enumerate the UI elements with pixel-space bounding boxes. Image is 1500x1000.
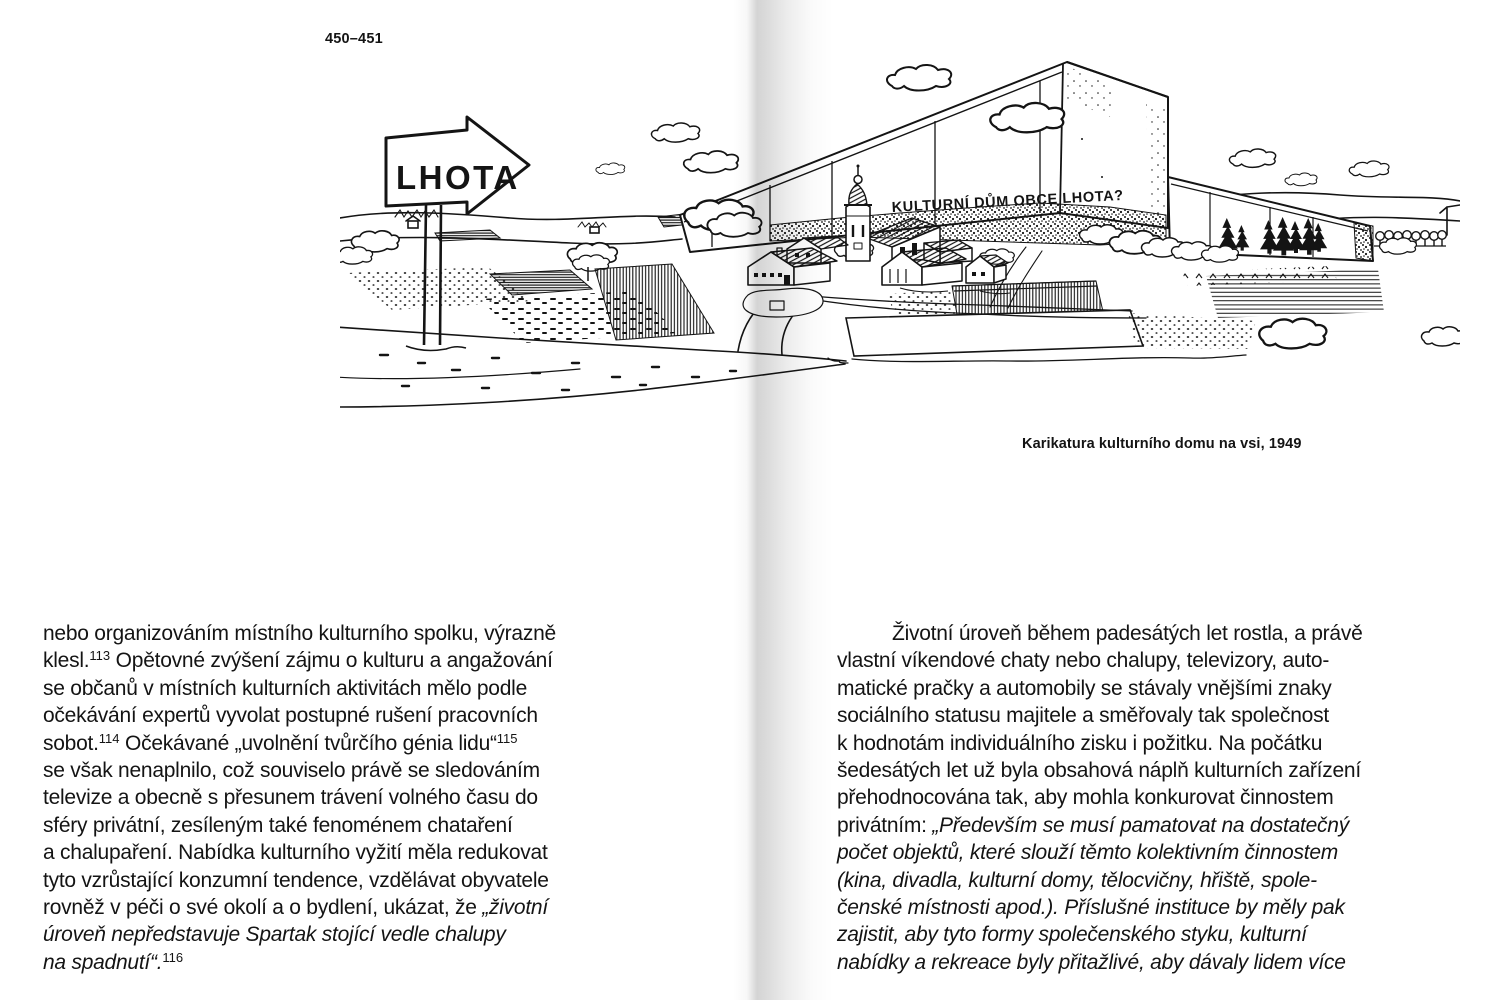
text-line: nebo organizováním místního kulturního spolku, výrazně <box>43 622 556 645</box>
text-line: se občanů v místních kulturních aktivitách mělo podle <box>43 676 528 700</box>
text-line: sobot.$^{114}$ Očekávané „uvolnění tvůrčího génia lidu“$^{115}$ <box>43 730 518 755</box>
text-line: čenské místnosti apod.). Příslušné instituce by měly pak <box>837 895 1345 919</box>
text-line: a chalupaření. Nabídka kulturního vyžití měla redukovat <box>43 841 548 865</box>
text-line: očekávání expertů vyvolat postupné rušení pracovních <box>43 704 538 728</box>
fields <box>348 264 1384 356</box>
text-line: Životní úroveň během padesátých let rostla, a právě <box>892 622 1363 645</box>
lhota-sign-text: LHOTA <box>396 159 520 196</box>
building-sign-text: KULTURNÍ DŮM OBCE LHOTA? <box>891 187 1125 216</box>
text-line: televize a obecně s přesunem trávení volného času do <box>43 786 538 810</box>
text-line: přehodnocována tak, aby mohla konkurovat činnostem <box>837 786 1334 810</box>
text-line: k hodnotám individuálního zisku i požitku. Na počátku <box>837 731 1323 755</box>
text-line: rovněž v péči o své okolí a o bydlení, ukázat, že „životní <box>43 895 548 919</box>
text-line: úroveň nepředstavuje Spartak stojící vedle chalupy <box>43 923 506 947</box>
text-line: počet objektů, které slouží těmto kolektivním činnostem <box>837 841 1338 865</box>
left-text-column <box>43 620 648 976</box>
text-line: klesl.$^{113}$ Opětovné zvýšení zájmu o kulturu a angažování <box>43 648 553 673</box>
text-line: se však nenaplnilo, což souviselo právě se sledováním <box>43 758 540 782</box>
text-line: sféry privátní, zesíleným také fenoménem chataření <box>43 813 513 837</box>
cartoon-svg <box>340 55 1460 440</box>
text-line: nabídky a rekreace byly přitažlivé, aby dávaly lidem více <box>837 950 1346 974</box>
cartoon-illustration <box>340 55 1460 440</box>
text-line: na spadnutí“.$^{116}$ <box>43 949 184 974</box>
text-line: vlastní víkendové chaty nebo chalupy, televizory, auto- <box>837 649 1330 673</box>
text-line: šedesátých let už byla obsahová náplň kulturních zařízení <box>837 758 1361 782</box>
text-line: matické pračky a automobily se stávaly vnějšími znaky <box>837 676 1332 700</box>
text-line: privátním: „Především se musí pamatovat na dostatečný <box>837 813 1349 837</box>
right-text-column <box>837 620 1462 976</box>
text-line: tyto vzrůstající konzumní tendence, vzdělávat obyvatele <box>43 868 549 892</box>
text-line: zajistit, aby tyto formy společenského styku, kulturní <box>837 923 1307 947</box>
text-line: sociálního statusu majitele a směřovaly tak společnost <box>837 704 1329 728</box>
text-line: (kina, divadla, kulturní domy, tělocvičny, hřiště, spole- <box>837 868 1317 892</box>
page-numbers: 450–451 <box>325 31 383 47</box>
illustration-caption: Karikatura kulturního domu na vsi, 1949 <box>1022 436 1302 452</box>
